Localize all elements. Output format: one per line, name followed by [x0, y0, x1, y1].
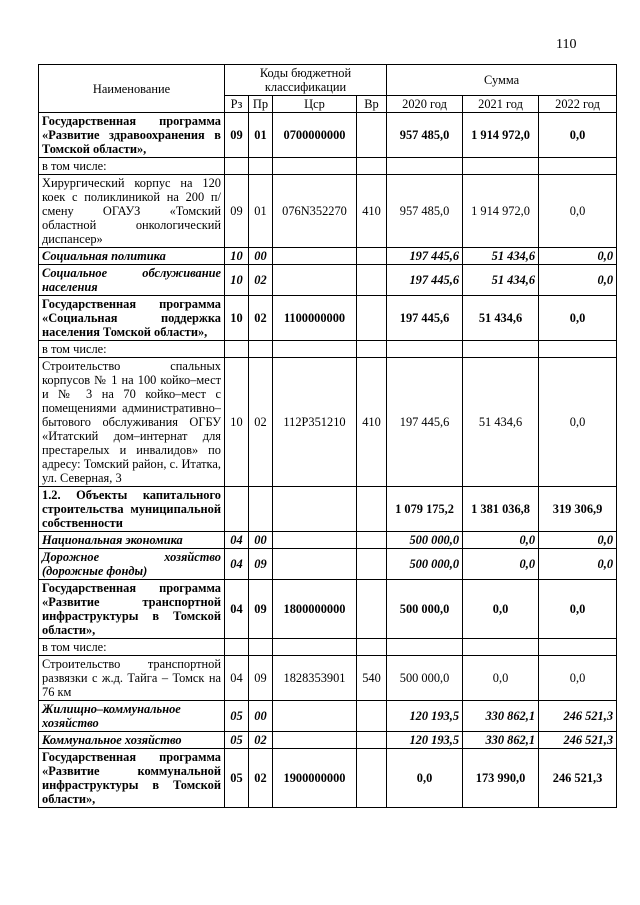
table-row	[39, 296, 617, 341]
cell-vr	[357, 248, 387, 265]
cell-rz	[225, 639, 249, 656]
table-row	[39, 248, 617, 265]
header-row-1	[39, 65, 617, 96]
cell-2022	[539, 341, 617, 358]
header-codes: Коды бюджетной классификации	[225, 65, 387, 96]
cell-pr: 00	[249, 532, 273, 549]
cell-2020: 500 000,0	[387, 532, 463, 549]
cell-2022: 0,0	[539, 549, 617, 580]
table-row	[39, 732, 617, 749]
cell-rz: 05	[225, 732, 249, 749]
cell-csr: 1900000000	[273, 749, 357, 808]
cell-2022: 0,0	[539, 175, 617, 248]
table-row	[39, 580, 617, 639]
cell-name: Хирургический корпус на 120 коек с поликлиникой на 200 п/смену ОГАУЗ «Томский областной онкологический диспансер»	[39, 175, 225, 248]
cell-2021: 51 434,6	[463, 265, 539, 296]
cell-2020: 500 000,0	[387, 580, 463, 639]
cell-name: 1.2. Объекты капитального строительства муниципальной собственности	[39, 487, 225, 532]
cell-csr: 112P351210	[273, 358, 357, 487]
cell-2020: 197 445,6	[387, 248, 463, 265]
cell-name: Социальная политика	[39, 248, 225, 265]
cell-name: Государственная программа «Развитие здравоохранения в Томской области»,	[39, 113, 225, 158]
header-2021: 2021 год	[463, 96, 539, 113]
cell-csr	[273, 487, 357, 532]
cell-2020	[387, 639, 463, 656]
cell-vr: 410	[357, 358, 387, 487]
cell-pr	[249, 487, 273, 532]
cell-name: в том числе:	[39, 639, 225, 656]
cell-2020: 120 193,5	[387, 732, 463, 749]
header-2020: 2020 год	[387, 96, 463, 113]
cell-vr	[357, 265, 387, 296]
cell-rz: 10	[225, 358, 249, 487]
cell-pr	[249, 158, 273, 175]
cell-vr	[357, 113, 387, 158]
table-row	[39, 175, 617, 248]
cell-2022: 246 521,3	[539, 732, 617, 749]
table-row	[39, 749, 617, 808]
cell-rz: 09	[225, 175, 249, 248]
cell-csr: 0700000000	[273, 113, 357, 158]
cell-2020: 1 079 175,2	[387, 487, 463, 532]
cell-name: в том числе:	[39, 341, 225, 358]
cell-vr	[357, 158, 387, 175]
cell-2021: 0,0	[463, 549, 539, 580]
cell-rz	[225, 487, 249, 532]
cell-pr: 02	[249, 749, 273, 808]
header-rz: Рз	[225, 96, 249, 113]
cell-pr	[249, 341, 273, 358]
table-row	[39, 549, 617, 580]
cell-csr	[273, 639, 357, 656]
header-sum: Сумма	[387, 65, 617, 96]
cell-2022: 0,0	[539, 656, 617, 701]
table-row	[39, 701, 617, 732]
cell-2022	[539, 639, 617, 656]
table-row	[39, 639, 617, 656]
cell-rz: 10	[225, 248, 249, 265]
cell-name: Национальная экономика	[39, 532, 225, 549]
cell-vr	[357, 341, 387, 358]
table-row	[39, 341, 617, 358]
cell-2020: 197 445,6	[387, 358, 463, 487]
cell-2020: 120 193,5	[387, 701, 463, 732]
cell-vr	[357, 549, 387, 580]
cell-csr	[273, 248, 357, 265]
cell-2022: 0,0	[539, 113, 617, 158]
cell-rz: 04	[225, 656, 249, 701]
cell-2020: 0,0	[387, 749, 463, 808]
cell-pr: 02	[249, 296, 273, 341]
cell-name: Коммунальное хозяйство	[39, 732, 225, 749]
cell-2022: 0,0	[539, 580, 617, 639]
cell-vr	[357, 701, 387, 732]
cell-vr	[357, 639, 387, 656]
table-row	[39, 158, 617, 175]
cell-csr	[273, 532, 357, 549]
cell-pr: 02	[249, 265, 273, 296]
cell-vr	[357, 532, 387, 549]
cell-2021: 51 434,6	[463, 248, 539, 265]
cell-2021: 330 862,1	[463, 732, 539, 749]
cell-2020: 957 485,0	[387, 175, 463, 248]
cell-vr	[357, 580, 387, 639]
cell-pr: 09	[249, 656, 273, 701]
cell-csr	[273, 158, 357, 175]
cell-2020	[387, 341, 463, 358]
cell-pr: 02	[249, 732, 273, 749]
cell-2020: 957 485,0	[387, 113, 463, 158]
cell-name: в том числе:	[39, 158, 225, 175]
cell-vr: 540	[357, 656, 387, 701]
cell-csr	[273, 701, 357, 732]
cell-pr: 01	[249, 175, 273, 248]
table-row	[39, 656, 617, 701]
cell-2021: 51 434,6	[463, 296, 539, 341]
cell-2020: 197 445,6	[387, 296, 463, 341]
cell-pr: 09	[249, 549, 273, 580]
cell-rz: 10	[225, 296, 249, 341]
cell-2021: 1 914 972,0	[463, 113, 539, 158]
cell-2020: 197 445,6	[387, 265, 463, 296]
header-name: Наименование	[39, 65, 225, 113]
header-vr: Вр	[357, 96, 387, 113]
cell-2021: 330 862,1	[463, 701, 539, 732]
budget-table	[38, 64, 617, 808]
cell-rz: 04	[225, 549, 249, 580]
cell-rz: 05	[225, 701, 249, 732]
table-row	[39, 265, 617, 296]
cell-pr: 00	[249, 701, 273, 732]
cell-2021: 0,0	[463, 656, 539, 701]
cell-2022: 0,0	[539, 532, 617, 549]
cell-2020	[387, 158, 463, 175]
header-csr: Цср	[273, 96, 357, 113]
cell-2021: 51 434,6	[463, 358, 539, 487]
table-row	[39, 358, 617, 487]
cell-csr: 1100000000	[273, 296, 357, 341]
cell-csr	[273, 341, 357, 358]
cell-2022: 319 306,9	[539, 487, 617, 532]
cell-2021	[463, 158, 539, 175]
cell-name: Строительство транспортной развязки с ж.д. Тайга – Томск на 76 км	[39, 656, 225, 701]
cell-pr: 01	[249, 113, 273, 158]
page-number: 110	[556, 37, 577, 52]
table-row	[39, 532, 617, 549]
cell-rz	[225, 341, 249, 358]
cell-pr: 09	[249, 580, 273, 639]
cell-name: Государственная программа «Социальная поддержка населения Томской области»,	[39, 296, 225, 341]
cell-csr: 1800000000	[273, 580, 357, 639]
cell-2021	[463, 341, 539, 358]
table-row	[39, 487, 617, 532]
cell-2021: 1 914 972,0	[463, 175, 539, 248]
cell-2022: 246 521,3	[539, 749, 617, 808]
cell-vr: 410	[357, 175, 387, 248]
cell-csr	[273, 549, 357, 580]
cell-rz	[225, 158, 249, 175]
cell-pr	[249, 639, 273, 656]
cell-name: Государственная программа «Развитие транспортной инфраструктуры в Томской области»,	[39, 580, 225, 639]
cell-vr	[357, 487, 387, 532]
cell-2021: 0,0	[463, 580, 539, 639]
cell-vr	[357, 732, 387, 749]
cell-name: Социальное обслуживание населения	[39, 265, 225, 296]
cell-2022: 0,0	[539, 296, 617, 341]
cell-rz: 10	[225, 265, 249, 296]
cell-vr	[357, 749, 387, 808]
cell-2022	[539, 158, 617, 175]
cell-csr: 1828353901	[273, 656, 357, 701]
cell-name: Жилищно–коммунальное хозяйство	[39, 701, 225, 732]
cell-2020: 500 000,0	[387, 656, 463, 701]
cell-2021: 173 990,0	[463, 749, 539, 808]
cell-2022: 0,0	[539, 265, 617, 296]
cell-rz: 04	[225, 532, 249, 549]
cell-pr: 02	[249, 358, 273, 487]
cell-csr: 076N352270	[273, 175, 357, 248]
table-row	[39, 113, 617, 158]
cell-2021: 0,0	[463, 532, 539, 549]
cell-rz: 09	[225, 113, 249, 158]
cell-name: Дорожное хозяйство (дорожные фонды)	[39, 549, 225, 580]
cell-vr	[357, 296, 387, 341]
cell-csr	[273, 732, 357, 749]
cell-rz: 05	[225, 749, 249, 808]
header-2022: 2022 год	[539, 96, 617, 113]
cell-name: Строительство спальных корпусов № 1 на 100 койко–мест и № 3 на 70 койко–мест с помещениями административно–бытового обслуживания ОГБУ «Итатский дом–интернат для престарелых и инвалидов» по адресу: Томский район, с. Итатка, ул. Северная, 3	[39, 358, 225, 487]
cell-2020: 500 000,0	[387, 549, 463, 580]
cell-rz: 04	[225, 580, 249, 639]
cell-2022: 0,0	[539, 358, 617, 487]
cell-name: Государственная программа «Развитие коммунальной инфраструктуры в Томской области»,	[39, 749, 225, 808]
header-pr: Пр	[249, 96, 273, 113]
cell-csr	[273, 265, 357, 296]
cell-2022: 0,0	[539, 248, 617, 265]
cell-2021	[463, 639, 539, 656]
cell-2021: 1 381 036,8	[463, 487, 539, 532]
cell-2022: 246 521,3	[539, 701, 617, 732]
cell-pr: 00	[249, 248, 273, 265]
